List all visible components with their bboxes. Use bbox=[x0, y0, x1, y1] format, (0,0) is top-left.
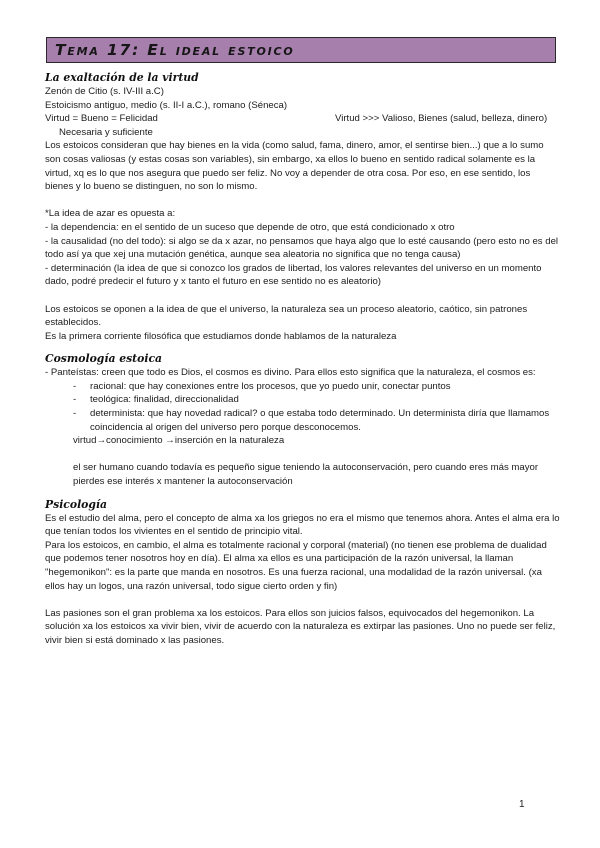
section-heading-cosmologia: Cosmología estoica bbox=[45, 352, 163, 366]
paragraph: Es el estudio del alma, pero el concepto de alma xa los griegos no era el mismo que tenemos ahora. Antes el alma era lo que tenían todos los vivientes en el sentido de principio vital. bbox=[45, 512, 560, 538]
cosmos-properties-list bbox=[45, 380, 560, 434]
dash-marker: - bbox=[73, 408, 77, 420]
text-line: Zenón de Citio (s. IV-III a.C) bbox=[45, 86, 164, 97]
paragraph: Los estoicos se oponen a la idea de que el universo, la naturaleza sea un proceso aleatorio, caótico, sin patrones establecidos. bbox=[45, 303, 528, 329]
paragraph: Las pasiones son el gran problema xa los estoicos. Para ellos son juicios falsos, equivocados del hegemonikon. La solución xa los estoicos xa vivir bien, vivir de acuerdo con la naturaleza es extirpar las pasiones. Uno no puede ser feliz, vivir bien si está dominado x las pasiones. bbox=[45, 607, 556, 646]
dash-marker: - bbox=[73, 380, 77, 392]
list-item-text: racional: que hay conexiones entre los procesos, que yo puedo unir, conectar puntos bbox=[90, 380, 451, 392]
paragraph: el ser humano cuando todavía es pequeño sigue teniendo la autoconservación, pero cuando eres más mayor pierdes ese interés x mantener la autoconservación bbox=[73, 462, 539, 488]
list-item bbox=[45, 407, 560, 434]
paragraph: Es la primera corriente filosófica que estudiamos donde hablamos de la naturaleza bbox=[45, 330, 397, 342]
virtud-definition-right: Virtud >>> Valioso, Bienes (salud, belleza, dinero) bbox=[335, 113, 548, 125]
title-banner bbox=[46, 37, 556, 63]
section-heading-virtud: La exaltación de la virtud bbox=[45, 71, 199, 84]
dash-marker: - bbox=[73, 394, 77, 406]
azar-intro: *La idea de azar es opuesta a: bbox=[45, 208, 176, 220]
virtud-definition-left: Virtud = Bueno = Felicidad bbox=[45, 113, 158, 125]
page-title: Tema 17: El ideal estoico bbox=[55, 41, 295, 59]
arrow-line: virtud→conocimiento →inserción en la naturaleza bbox=[73, 435, 285, 447]
paragraph: - Panteístas: creen que todo es Dios, el cosmos es divino. Para ellos esto significa que la naturaleza, el cosmos es: bbox=[45, 367, 536, 379]
virtud-definitions bbox=[45, 112, 560, 126]
azar-item: - determinación (la idea de que si conozco los grados de libertad, los valores relevantes del universo en un momento dado, podré predecir el futuro y x tanto el futuro en ese sentido no es aleatorio) bbox=[45, 262, 542, 288]
document-body bbox=[45, 70, 560, 648]
paragraph: Para los estoicos, en cambio, el alma es totalmente racional y corporal (material) (no tienen ese problema de dualidad que podemos tener nosotros hoy en día). El alma xa ellos es una participación de la razón universal, la llaman "hegemonikon": es la parte que manda en nosotros. Es una fuerza racional, una modalidad de la razón universal. (xa ellos hay un logos, una razón universal, todo sigue cierto orden y fin) bbox=[45, 539, 547, 592]
list-item-text: determinista: que hay novedad radical? o que estaba todo determinado. Un determinista diría que llamamos coincidencia al origen del universo pero porque desconocemos. bbox=[90, 408, 550, 433]
text-line: Estoicismo antiguo, medio (s. II-I a.C.), romano (Séneca) bbox=[45, 99, 288, 111]
section-heading-psicologia: Psicología bbox=[45, 497, 108, 511]
paragraph: Los estoicos consideran que hay bienes en la vida (como salud, fama, dinero, amor, el sentirse bien...) que a lo sumo son cosas valiosas (y estas cosas son variables), sin embargo, xa ellos lo bueno en sentido radical solamente es la virtud, xq es lo que nos asegura que puedo ser feliz. No voy a depender de otra cosa. Por eso, en ese sentido, los bienes y lo bueno se distinguen, no son lo mismo. bbox=[45, 140, 544, 193]
virtud-definition-sub: Necesaria y suficiente bbox=[59, 126, 153, 138]
list-item-text: teológica: finalidad, direccionalidad bbox=[90, 394, 239, 406]
list-item bbox=[45, 393, 560, 407]
azar-item: - la dependencia: en el sentido de un suceso que depende de otro, que está condicionado x otro bbox=[45, 221, 455, 233]
azar-item: - la causalidad (no del todo): si algo se da x azar, no pensamos que haya algo que lo esté causando (pero esto no es del todo así ya que xej una mutación genética, aunque sea aleatoria no significa que no tenga causa) bbox=[45, 235, 559, 261]
page-number: 1 bbox=[519, 799, 525, 810]
list-item bbox=[45, 380, 560, 394]
